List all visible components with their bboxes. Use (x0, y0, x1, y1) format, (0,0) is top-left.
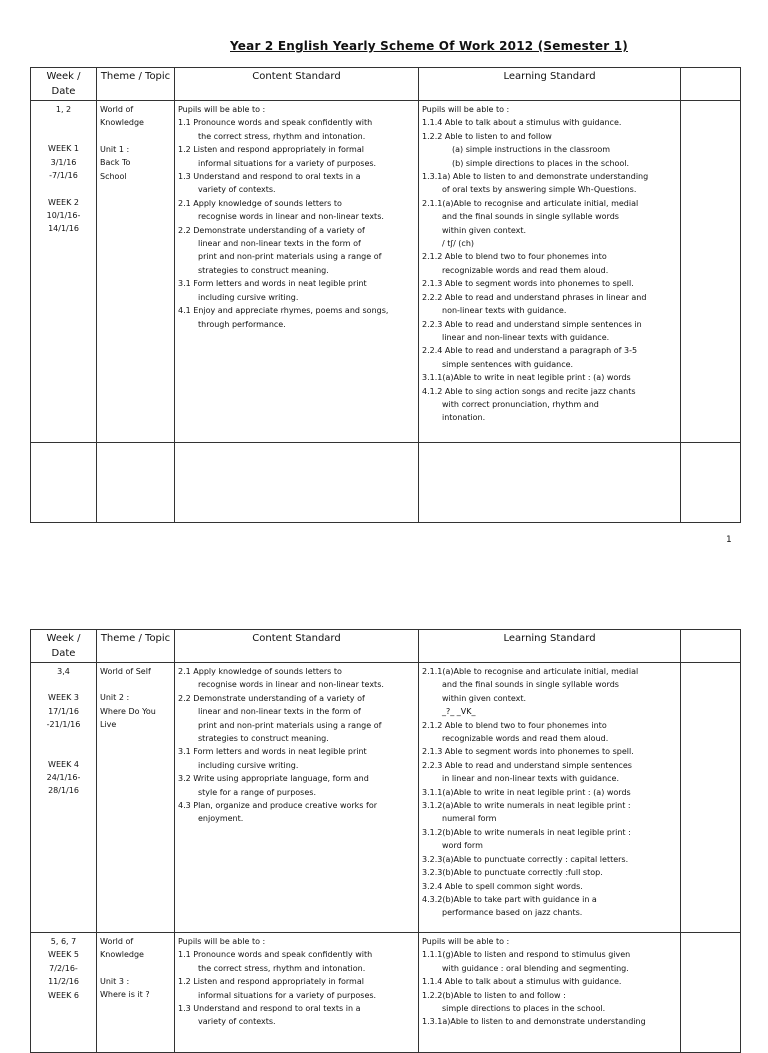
text-line: World of (100, 105, 134, 114)
text-line: through performance. (198, 319, 286, 329)
text-line: word form (442, 841, 483, 851)
text-line: within given context. (442, 693, 527, 703)
week-cell (31, 933, 97, 1053)
theme-cell (97, 933, 175, 1053)
header-content-standard: Content Standard (175, 68, 419, 101)
text-line: with correct pronunciation, rhythm and (442, 399, 599, 409)
text-line: print and non-print materials using a range of (198, 252, 382, 262)
text-line: Pupils will be able to : (422, 105, 510, 114)
text-line: performance based on jazz chants. (442, 908, 583, 918)
text-line: Unit 2 : (100, 693, 130, 703)
text-line: variety of contexts. (198, 1017, 276, 1027)
text-line: 3,4 (57, 667, 70, 676)
text-line: 4.3 Plan, organize and produce creative works for (178, 801, 378, 811)
text-line: 1, 2 (55, 105, 72, 114)
text-line: including cursive writing. (198, 292, 299, 302)
learning-standard-cell (419, 933, 681, 1053)
table-row (31, 933, 741, 1053)
header-theme-topic: Theme / Topic (97, 630, 175, 663)
learning-standard-cell (419, 663, 681, 933)
text-line: 7/2/16- (49, 963, 78, 973)
text-line: 2.1.3 Able to segment words into phonemes to spell. (422, 279, 634, 289)
text-line (34, 183, 93, 196)
notes-cell (681, 101, 741, 443)
text-line: 3.2.4 Able to spell common sight words. (422, 881, 583, 891)
header-learning-standard: Learning Standard (419, 630, 681, 663)
text-line: strategies to construct meaning. (198, 265, 329, 275)
text-line: variety of contexts. (198, 185, 276, 195)
document-title: Year 2 English Yearly Scheme Of Work 2012 (Semester 1) (230, 39, 628, 53)
empty-cell (175, 443, 419, 523)
text-line: the correct stress, rhythm and intonation. (198, 131, 366, 141)
text-line: 1.1 Pronounce words and speak confidently with (178, 950, 373, 960)
text-line: numeral form (442, 814, 497, 824)
content-standard-cell (175, 933, 419, 1053)
text-line: in linear and non-linear texts with guidance. (442, 774, 619, 784)
text-line: of oral texts by answering simple Wh-Questions. (442, 185, 637, 195)
header-content-standard: Content Standard (175, 630, 419, 663)
text-line: Where Do You (100, 706, 156, 716)
text-line: 3.1.2(a)Able to write numerals in neat legible print : (422, 801, 631, 811)
text-line: WEEK 6 (48, 990, 79, 1000)
text-line: 1.3.1a)Able to listen to and demonstrate understanding (422, 1017, 646, 1027)
text-line: the correct stress, rhythm and intonation. (198, 963, 366, 973)
text-line: School (100, 171, 127, 181)
text-line: 28/1/16 (48, 786, 79, 796)
text-line: 2.2.3 Able to read and understand simple sentences in (422, 319, 642, 329)
header-blank (681, 68, 741, 101)
text-line: 1.3.1a) Able to listen to and demonstrate understanding (422, 172, 649, 182)
empty-cell (681, 443, 741, 523)
text-line: 3.1.2(b)Able to write numerals in neat legible print : (422, 827, 631, 837)
text-line: recognise words in linear and non-linear texts. (198, 680, 384, 690)
content-standard-cell (175, 101, 419, 443)
content-standard-cell (175, 663, 419, 933)
text-line: 2.2.3 Able to read and understand simple sentences (422, 760, 632, 770)
notes-cell (681, 933, 741, 1053)
text-line: WEEK 5 (48, 950, 79, 960)
header-week-date: Week / Date (31, 68, 97, 101)
header-week-date: Week / Date (31, 630, 97, 663)
text-line: 17/1/16 (48, 706, 79, 716)
text-line: 2.1.2 Able to blend two to four phonemes into (422, 252, 607, 262)
text-line (100, 130, 171, 143)
empty-cell (97, 443, 175, 523)
header-theme-topic: Theme / Topic (97, 68, 175, 101)
text-line: 3.1.1(a)Able to write in neat legible print : (a) words (422, 787, 631, 797)
text-line: (a) simple instructions in the classroom (452, 145, 611, 155)
text-line: and the final sounds in single syllable words (442, 680, 619, 690)
text-line: WEEK 2 (48, 197, 79, 207)
header-learning-standard: Learning Standard (419, 68, 681, 101)
text-line: 14/1/16 (48, 224, 79, 234)
empty-cell (31, 443, 97, 523)
table-row (31, 101, 741, 443)
text-line: WEEK 1 (48, 144, 79, 154)
text-line: non-linear texts with guidance. (442, 306, 567, 316)
text-line (100, 962, 171, 975)
text-line: and the final sounds in single syllable words (442, 212, 619, 222)
text-line: 2.2.2 Able to read and understand phrases in linear and (422, 292, 647, 302)
text-line: -21/1/16 (46, 720, 81, 730)
text-line: linear and non-linear texts in the form of (198, 239, 361, 249)
text-line: 3.2.3(a)Able to punctuate correctly : capital letters. (422, 854, 629, 864)
text-line: 1.3 Understand and respond to oral texts in a (178, 1004, 361, 1014)
text-line (100, 678, 171, 691)
text-line: 1.2.2 Able to listen to and follow (422, 131, 552, 141)
text-line: including cursive writing. (198, 760, 299, 770)
table-header-row (31, 630, 741, 663)
text-line: 4.3.2(b)Able to take part with guidance in a (422, 894, 597, 904)
text-line: 1.1.4 Able to talk about a stimulus with guidance. (422, 118, 622, 128)
text-line: Unit 3 : (100, 976, 130, 986)
notes-cell (681, 663, 741, 933)
text-line: 2.2.4 Able to read and understand a paragraph of 3-5 (422, 346, 638, 356)
text-line: print and non-print materials using a range of (198, 720, 382, 730)
text-line: strategies to construct meaning. (198, 734, 329, 744)
text-line: 2.2 Demonstrate understanding of a variety of (178, 693, 365, 703)
table-row (31, 663, 741, 933)
text-line (34, 116, 93, 129)
table-header-row (31, 68, 741, 101)
text-line: 2.1 Apply knowledge of sounds letters to (178, 198, 342, 208)
text-line (34, 745, 93, 758)
text-line: 2.1.3 Able to segment words into phonemes to spell. (422, 747, 634, 757)
text-line: 3.1 Form letters and words in neat legible print (178, 279, 367, 289)
header-blank (681, 630, 741, 663)
text-line: 10/1/16- (46, 211, 81, 221)
text-line: within given context. (442, 225, 527, 235)
scheme-table-page-1 (30, 67, 741, 523)
text-line: recognizable words and read them aloud. (442, 265, 609, 275)
text-line: Knowledge (100, 118, 144, 128)
text-line: enjoyment. (198, 814, 244, 824)
text-line: linear and non-linear texts in the form of (198, 707, 361, 717)
text-line: 3.2 Write using appropriate language, form and (178, 774, 369, 784)
document-title-wrap (0, 35, 768, 54)
text-line: 2.1.1(a)Able to recognise and articulate initial, medial (422, 667, 639, 676)
text-line: 2.1.1(a)Able to recognise and articulate initial, medial (422, 198, 639, 208)
text-line: 24/1/16- (46, 773, 81, 783)
text-line: Knowledge (100, 950, 144, 960)
text-line: 3.1.1(a)Able to write in neat legible print : (a) words (422, 373, 631, 383)
text-line: 1.1.1(g)Able to listen and respond to stimulus given (422, 950, 631, 960)
learning-standard-cell (419, 101, 681, 443)
text-line: -7/1/16 (49, 171, 78, 181)
text-line: 3/1/16 (50, 157, 77, 167)
text-line: recognise words in linear and non-linear texts. (198, 212, 384, 222)
text-line: 2.1.2 Able to blend two to four phonemes into (422, 720, 607, 730)
text-line (34, 732, 93, 745)
text-line: with guidance : oral blending and segmenting. (442, 963, 629, 973)
text-line: 2.2 Demonstrate understanding of a variety of (178, 225, 365, 235)
text-line: style for a range of purposes. (198, 787, 316, 797)
empty-cell (419, 443, 681, 523)
text-line: 1.2.2(b)Able to listen to and follow : (422, 990, 566, 1000)
text-line: 5, 6, 7 (50, 937, 77, 946)
text-line: Where is it ? (100, 990, 150, 1000)
text-line: _?_ _VK_ (442, 707, 476, 717)
text-line: simple directions to places in the school. (442, 1004, 606, 1014)
text-line: Pupils will be able to : (178, 937, 266, 946)
text-line: 1.3 Understand and respond to oral texts in a (178, 172, 361, 182)
text-line: 1.2 Listen and respond appropriately in formal (178, 145, 364, 155)
text-line: intonation. (442, 413, 486, 423)
text-line: 1.1.4 Able to talk about a stimulus with guidance. (422, 977, 622, 987)
text-line: Pupils will be able to : (422, 937, 510, 946)
text-line: linear and non-linear texts with guidance. (442, 332, 610, 342)
text-line: 3.1 Form letters and words in neat legible print (178, 747, 367, 757)
text-line: 3.2.3(b)Able to punctuate correctly :full stop. (422, 868, 603, 878)
text-line: simple sentences with guidance. (442, 359, 574, 369)
text-line: 1.1 Pronounce words and speak confidently with (178, 118, 373, 128)
text-line: Pupils will be able to : (178, 105, 266, 114)
table-row-empty (31, 443, 741, 523)
text-line: informal situations for a variety of purposes. (198, 158, 377, 168)
text-line: / tʃ/ (ch) (442, 239, 475, 249)
text-line: World of Self (100, 667, 151, 676)
text-line: Unit 1 : (100, 144, 130, 154)
text-line: WEEK 3 (48, 693, 79, 703)
text-line: Back To (100, 158, 131, 168)
text-line: (b) simple directions to places in the school. (452, 158, 630, 168)
theme-cell (97, 663, 175, 933)
text-line: informal situations for a variety of purposes. (198, 990, 377, 1000)
text-line: 11/2/16 (48, 977, 79, 987)
text-line: 1.2 Listen and respond appropriately in formal (178, 977, 364, 987)
text-line: WEEK 4 (48, 759, 79, 769)
text-line (34, 678, 93, 691)
text-line: 2.1 Apply knowledge of sounds letters to (178, 667, 342, 676)
text-line: 4.1.2 Able to sing action songs and recite jazz chants (422, 386, 636, 396)
text-line: 4.1 Enjoy and appreciate rhymes, poems and songs, (178, 306, 389, 316)
text-line: World of (100, 937, 134, 946)
text-line: Live (100, 720, 117, 730)
text-line: recognizable words and read them aloud. (442, 734, 609, 744)
scheme-table-page-2 (30, 629, 741, 1053)
page-number: 1 (726, 535, 732, 545)
text-line (34, 129, 93, 142)
week-cell (31, 663, 97, 933)
week-cell (31, 101, 97, 443)
theme-cell (97, 101, 175, 443)
